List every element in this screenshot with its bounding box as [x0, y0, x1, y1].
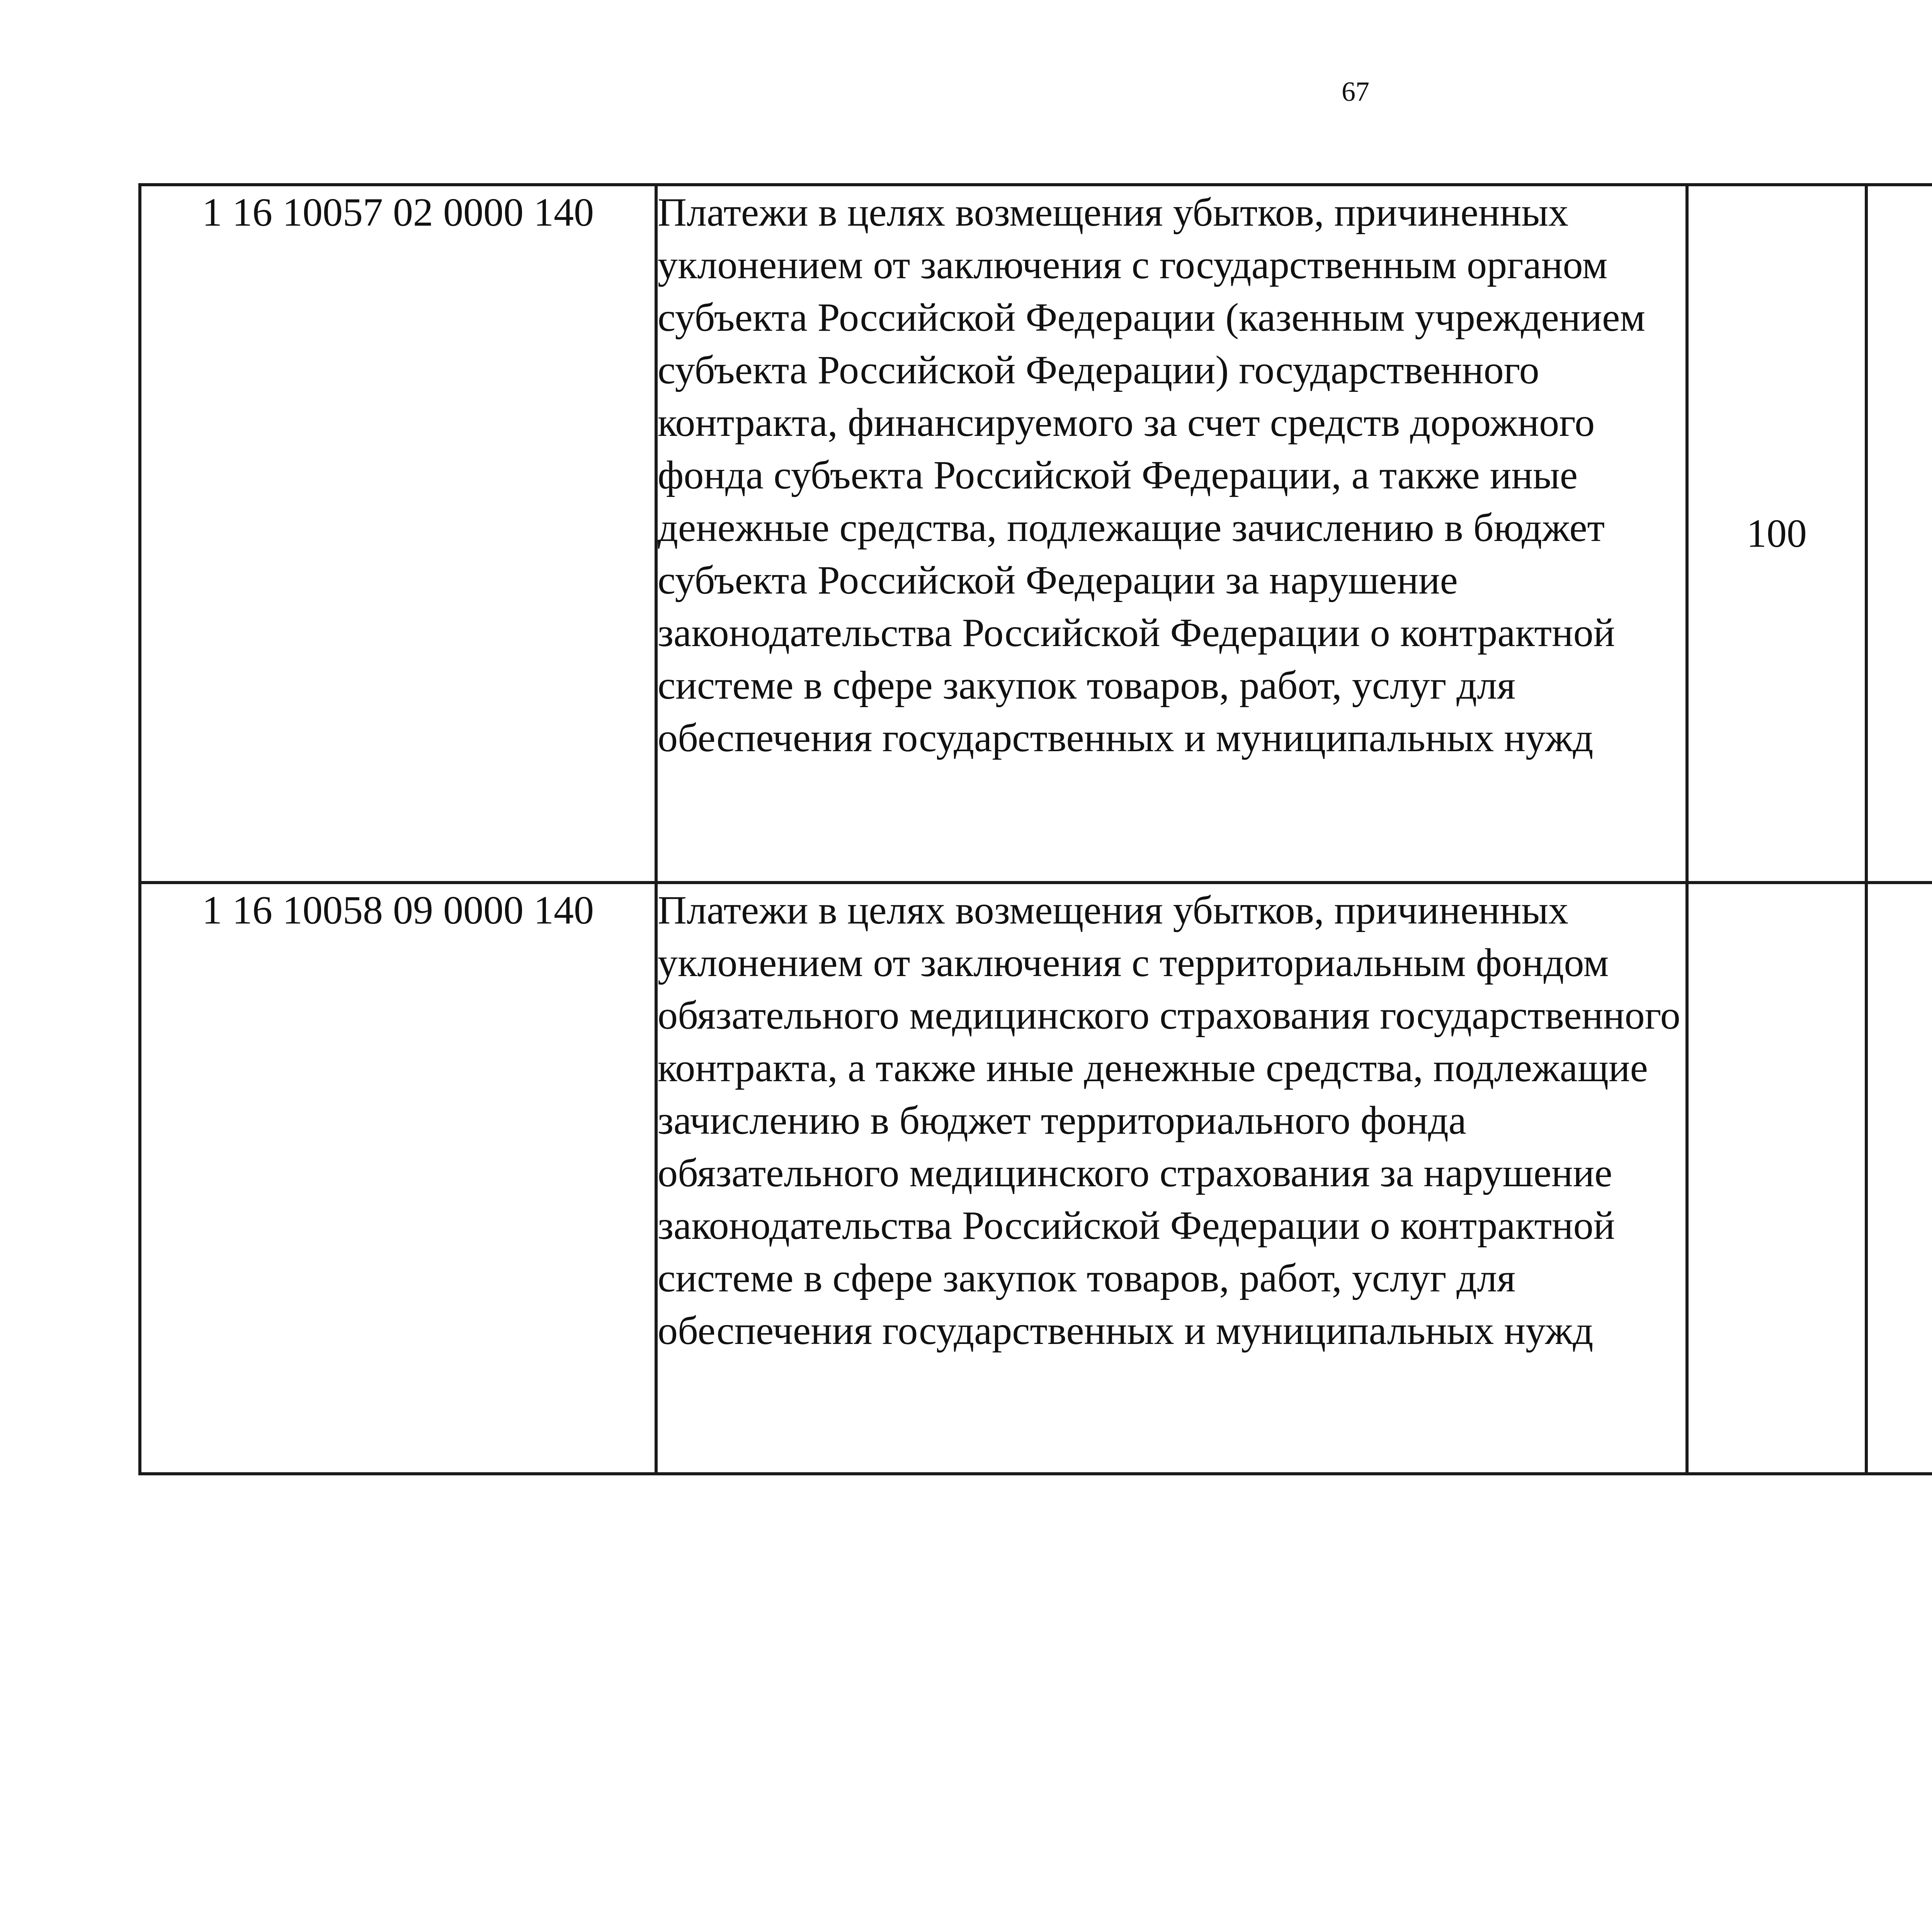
revenue-description: Платежи в целях возмещения убытков, причиненных уклонением от заключения с территориальным фондом обязательного медицинского страхования государственного контракта, а также иные денежные средства, подлежащие зачислению в бюджет территориального фонда обязательного медицинского страхования за нарушение законодательства Российской Федерации о контрактной системе в сфере закупок товаров, работ, услуг для обеспечения государственных и муниципальных нужд: [656, 883, 1687, 1474]
revenue-distribution-table: [138, 183, 1932, 1475]
distribution-percent-cell: [1687, 883, 1866, 1474]
page-number: 67: [1342, 76, 1369, 107]
distribution-percent-cell: [1866, 185, 1932, 883]
budget-classification-code: 1 16 10057 02 0000 140: [140, 185, 656, 883]
distribution-percent-cell: [1866, 883, 1932, 1474]
table-row: [140, 883, 1932, 1474]
budget-classification-code: 1 16 10058 09 0000 140: [140, 883, 656, 1474]
distribution-percent-cell: 100: [1687, 185, 1866, 883]
table-row: [140, 185, 1932, 883]
revenue-description: Платежи в целях возмещения убытков, причиненных уклонением от заключения с государственным органом субъекта Российской Федерации (казенным учреждением субъекта Российской Федерации) государственного контракта, финансируемого за счет средств дорожного фонда субъекта Российской Федерации, а также иные денежные средства, подлежащие зачислению в бюджет субъекта Российской Федерации за нарушение законодательства Российской Федерации о контрактной системе в сфере закупок товаров, работ, услуг для обеспечения государственных и муниципальных нужд: [656, 185, 1687, 883]
